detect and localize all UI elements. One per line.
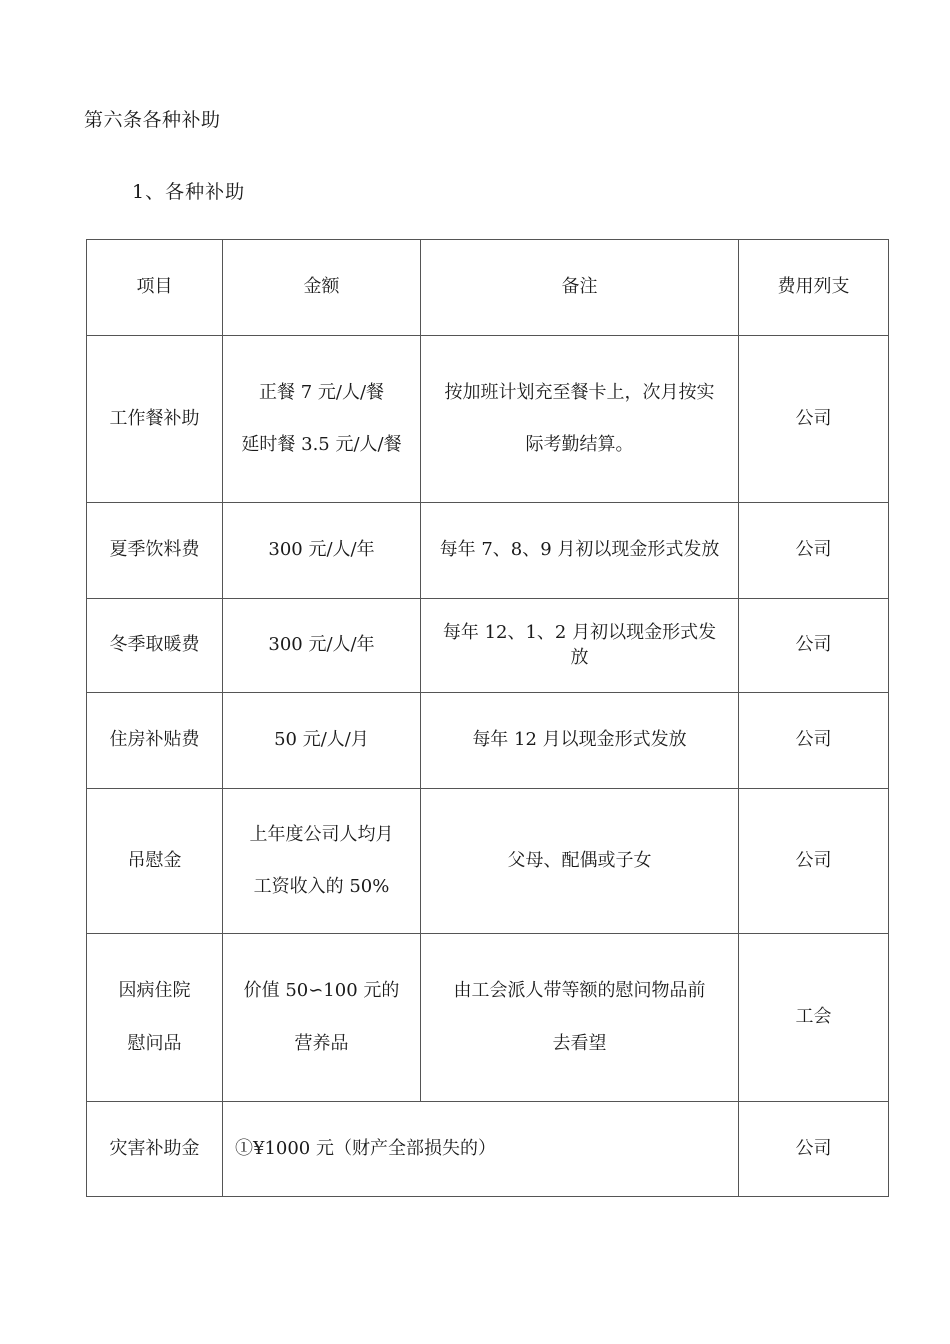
table-row: [87, 693, 889, 789]
table-row: [87, 1102, 889, 1197]
amount-line: 价值 50∽100 元的: [243, 980, 400, 1002]
cell-payer: 公司: [739, 599, 889, 693]
cell-amount: [223, 336, 421, 503]
note-line: 去看望: [552, 1032, 607, 1054]
cell-item: 夏季饮料费: [87, 503, 223, 599]
cell-amount: [223, 789, 421, 934]
cell-amount: 50 元/人/月: [223, 693, 421, 789]
amount-line: 营养品: [294, 1032, 349, 1054]
note-line: 按加班计划充至餐卡上，次月按实: [444, 381, 715, 403]
note-line: 际考勤结算。: [525, 434, 634, 455]
cell-note: 每年 7、8、9 月初以现金形式发放: [421, 503, 739, 599]
cell-note: 每年 12 月以现金形式发放: [421, 693, 739, 789]
cell-payer: 工会: [739, 934, 889, 1102]
cell-amount: [223, 934, 421, 1102]
cell-amount: 300 元/人/年: [223, 503, 421, 599]
table-row: [87, 599, 889, 693]
cell-payer: 公司: [739, 503, 889, 599]
cell-note: [421, 934, 739, 1102]
table-row: [87, 503, 889, 599]
cell-payer: 公司: [739, 693, 889, 789]
note-line: 由工会派人带等额的慰问物品前: [453, 980, 706, 1002]
cell-amount: 300 元/人/年: [223, 599, 421, 693]
header-payer: 费用列支: [739, 240, 889, 336]
item-line: 因病住院: [118, 980, 191, 1002]
subsidy-table: [86, 239, 889, 1197]
note-line: 每年 12、1、2 月初以现金形式发: [442, 622, 717, 644]
amount-line: 上年度公司人均月: [249, 823, 394, 845]
cell-payer: 公司: [739, 1102, 889, 1197]
cell-item: 冬季取暖费: [87, 599, 223, 693]
cell-payer: 公司: [739, 789, 889, 934]
amount-line: 正餐 7 元/人/餐: [258, 381, 385, 403]
cell-item: 住房补贴费: [87, 693, 223, 789]
cell-note: 父母、配偶或子女: [421, 789, 739, 934]
table-header-row: [87, 240, 889, 336]
header-amount: 金额: [223, 240, 421, 336]
section-heading: 第六条各种补助: [84, 109, 221, 131]
cell-item: [87, 934, 223, 1102]
cell-item: 工作餐补助: [87, 336, 223, 503]
subsection-heading: 1、各种补助: [132, 181, 246, 203]
note-line: 放: [570, 646, 589, 668]
item-line: 慰问品: [127, 1032, 182, 1054]
table-row: [87, 336, 889, 503]
cell-item: 灾害补助金: [87, 1102, 223, 1197]
amount-line: 工资收入的 50%: [253, 876, 390, 897]
header-item: 项目: [87, 240, 223, 336]
cell-note: [421, 336, 739, 503]
table-row: [87, 789, 889, 934]
cell-item: 吊慰金: [87, 789, 223, 934]
amount-line: 延时餐 3.5 元/人/餐: [241, 434, 402, 455]
cell-payer: 公司: [739, 336, 889, 503]
cell-note: [421, 599, 739, 693]
header-note: 备注: [421, 240, 739, 336]
cell-merged-content: ①¥1000 元（财产全部损失的）: [223, 1102, 739, 1197]
table-row: [87, 934, 889, 1102]
